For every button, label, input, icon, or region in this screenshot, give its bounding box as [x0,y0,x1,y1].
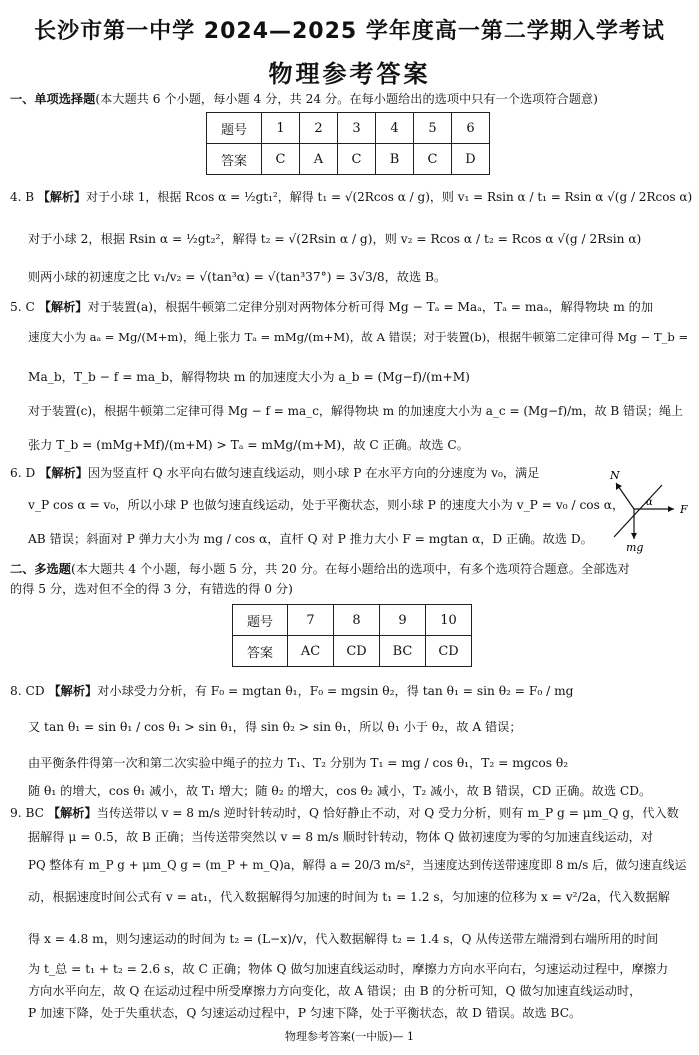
q9-text: 当传送带以 v = 8 m/s 逆时针转动时，Q 恰好静止不动，对 Q 受力分析，则有 m_P g = μm_Q g，代入数 [96,806,679,820]
normal-force-arrowhead [616,483,622,490]
q4-analysis-tag: 【解析】 [37,190,86,204]
q8-line-1 [10,684,573,698]
gravity-arrowhead [631,533,637,539]
page-footer: 物理参考答案(一中版)— 1 [284,1030,415,1043]
incline-line [614,485,662,537]
q5-line-5: 张力 T_b = (mMg+Mf)/(m+M) > Tₐ = mMg/(m+M)，故 C 正确。故选 C。 [28,438,469,452]
table-cell: 10 [426,605,472,636]
table-cell: A [300,144,338,175]
q5-line-4: 对于装置(c)，根据牛顿第二定律可得 Mg − f = ma_c，解得物块 m 的加速度大小为 a_c = (Mg−f)/m，故 B 错误；绳上 [28,404,684,418]
q5-line-2: 速度大小为 aₐ = Mg/(M+m)，绳上张力 Tₐ = mMg/(m+M)，故 A 错误；对于装置(b)，根据牛顿第二定律可得 Mg − T_b = [28,330,689,344]
q5-text: 对于装置(a)，根据牛顿第二定律分别对两物体分析可得 Mg − Tₐ = Maₐ，Tₐ = maₐ，解得物块 m 的加 [87,300,654,314]
section2-note-1: (本大题共 4 个小题，每小题 5 分，共 20 分。在每小题给出的选项中，有多个选项符合题意。全部选对 [70,562,630,576]
q9-line-5: 得 x = 4.8 m，则匀速运动的时间为 t₂ = (L−x)/v，代入数据解得 t₂ = 1.4 s，Q 从传送带左端滑到右端所用的时间 [28,932,659,946]
table-row [207,144,490,175]
table-cell: 3 [338,113,376,144]
table-cell: 5 [414,113,452,144]
force-diagram [596,465,692,555]
table-cell: 2 [300,113,338,144]
push-force-arrowhead [668,506,674,512]
table-cell: C [262,144,300,175]
section2-heading-row [10,562,630,576]
q9-analysis-tag: 【解析】 [47,806,97,820]
label-mg: mg [626,541,644,554]
section2-note-2: 的得 5 分，选对但不全的得 3 分，有错选的得 0 分) [10,582,293,596]
q6-number: 6. D [10,466,36,480]
q5-line-1 [10,300,653,314]
table-cell: 6 [452,113,490,144]
table-label-answer: 答案 [207,144,262,175]
q8-line-4: 随 θ₁ 的增大，cos θ₁ 减小，故 T₁ 增大；随 θ₂ 的增大，cos θ₂ 减小，T₂ 减小，故 B 错误，CD 正确。故选 CD。 [28,784,652,798]
q5-number: 5. C [10,300,35,314]
q8-analysis-tag: 【解析】 [48,684,98,698]
table-label-answer: 答案 [233,636,288,667]
q6-analysis-tag: 【解析】 [39,466,88,480]
label-n: N [610,469,620,482]
table-cell: 4 [376,113,414,144]
table-cell: AC [288,636,334,667]
table-cell: C [414,144,452,175]
table-cell: BC [380,636,426,667]
table-row [207,113,490,144]
q4-line-3: 则两小球的初速度之比 v₁/v₂ = √(tan³α) = √(tan³37°) = 3√3/8，故选 B。 [28,270,447,284]
section2-answer-table [232,604,472,667]
q9-line-8: P 加速下降，处于失重状态，Q 匀速运动过程中，P 匀速下降，处于平衡状态，故 D 错误。故选 BC。 [28,1006,582,1020]
q4-line-1 [10,190,692,204]
label-f: F [680,503,688,516]
table-label-number: 题号 [207,113,262,144]
q6-line-3: AB 错误；斜面对 P 弹力大小为 mg / cos α，直杆 Q 对 P 推力大小 F = mgtan α，D 正确。故选 D。 [28,532,593,546]
table-cell: C [338,144,376,175]
q9-line-3: PQ 整体有 m_P g + μm_Q g = (m_P + m_Q)a，解得 a = 20/3 m/s²，当速度达到传送带速度即 8 m/s 后，做匀速直线运 [28,858,687,872]
table-cell: CD [334,636,380,667]
q4-text: 对于小球 1，根据 Rcos α = ½gt₁²，解得 t₁ = √(2Rcos α / g)，则 v₁ = Rsin α / t₁ = Rsin α √(g / 2Rcos α) [85,190,693,204]
table-cell: B [376,144,414,175]
label-alpha: α [646,497,653,508]
q5-analysis-tag: 【解析】 [38,300,88,314]
section1-heading-row [10,92,598,106]
section1-note: (本大题共 6 个小题，每小题 4 分，共 24 分。在每小题给出的选项中只有一个选项符合题意) [95,92,598,106]
q6-line-1 [10,466,539,480]
section1-heading: 一、单项选择题 [10,92,96,106]
table-row [233,605,472,636]
q9-line-7: 方向水平向左，故 Q 在运动过程中所受摩擦力方向变化，故 A 错误；由 B 的分析可知，Q 做匀加速直线运动时， [28,984,642,998]
q9-number: 9. BC [10,806,45,820]
q5-line-3: Ma_b，T_b − f = ma_b，解得物块 m 的加速度大小为 a_b = (Mg−f)/(m+M) [28,370,470,384]
q9-line-2: 据解得 μ = 0.5，故 B 正确；当传送带突然以 v = 8 m/s 顺时针转动，物体 Q 做初速度为零的匀加速直线运动，对 [28,830,654,844]
q9-line-4: 动，根据速度时间公式有 v = at₁，代入数据解得匀加速的时间为 t₁ = 1.2 s，匀加速的位移为 x = v²/2a，代入数据解 [28,890,670,904]
q8-text: 对小球受力分析，有 F₀ = mgtan θ₁，F₀ = mgsin θ₂，得 tan θ₁ = sin θ₂ = F₀ / mg [97,684,574,698]
q9-line-1 [10,806,679,820]
table-cell: 1 [262,113,300,144]
q9-line-6: 为 t_总 = t₁ + t₂ = 2.6 s，故 C 正确；物体 Q 做匀加速直线运动时，摩擦力方向水平向右，匀速运动过程中，摩擦力 [28,962,669,976]
section2-heading: 二、多选题 [10,562,71,576]
table-cell: 9 [380,605,426,636]
q8-line-2: 又 tan θ₁ = sin θ₁ / cos θ₁ > sin θ₁，得 sin θ₂ > sin θ₁，所以 θ₁ 小于 θ₂，故 A 错误； [28,720,522,734]
table-label-number: 题号 [233,605,288,636]
q4-number: 4. B [10,190,35,204]
table-row [233,636,472,667]
q4-line-2: 对于小球 2，根据 Rsin α = ½gt₂²，解得 t₂ = √(2Rsin α / g)，则 v₂ = Rcos α / t₂ = Rcos α √(g / 2Rsin α) [28,232,642,246]
table-cell: CD [426,636,472,667]
table-cell: 8 [334,605,380,636]
section1-answer-table [206,112,490,175]
q8-line-3: 由平衡条件得第一次和第二次实验中绳子的拉力 T₁、T₂ 分别为 T₁ = mg / cos θ₁，T₂ = mgcos θ₂ [28,756,569,770]
table-cell: 7 [288,605,334,636]
q8-number: 8. CD [10,684,45,698]
answer-key-title: 物理参考答案 [268,60,431,88]
exam-title: 长沙市第一中学 2024—2025 学年度高一第二学期入学考试 [34,19,665,44]
q6-text: 因为竖直杆 Q 水平向右做匀速直线运动，则小球 P 在水平方向的分速度为 v₀，满足 [87,466,540,480]
table-cell: D [452,144,490,175]
q6-line-2: v_P cos α = v₀，所以小球 P 也做匀速直线运动，处于平衡状态，则小球 P 的速度大小为 v_P = v₀ / cos α， [28,498,625,512]
